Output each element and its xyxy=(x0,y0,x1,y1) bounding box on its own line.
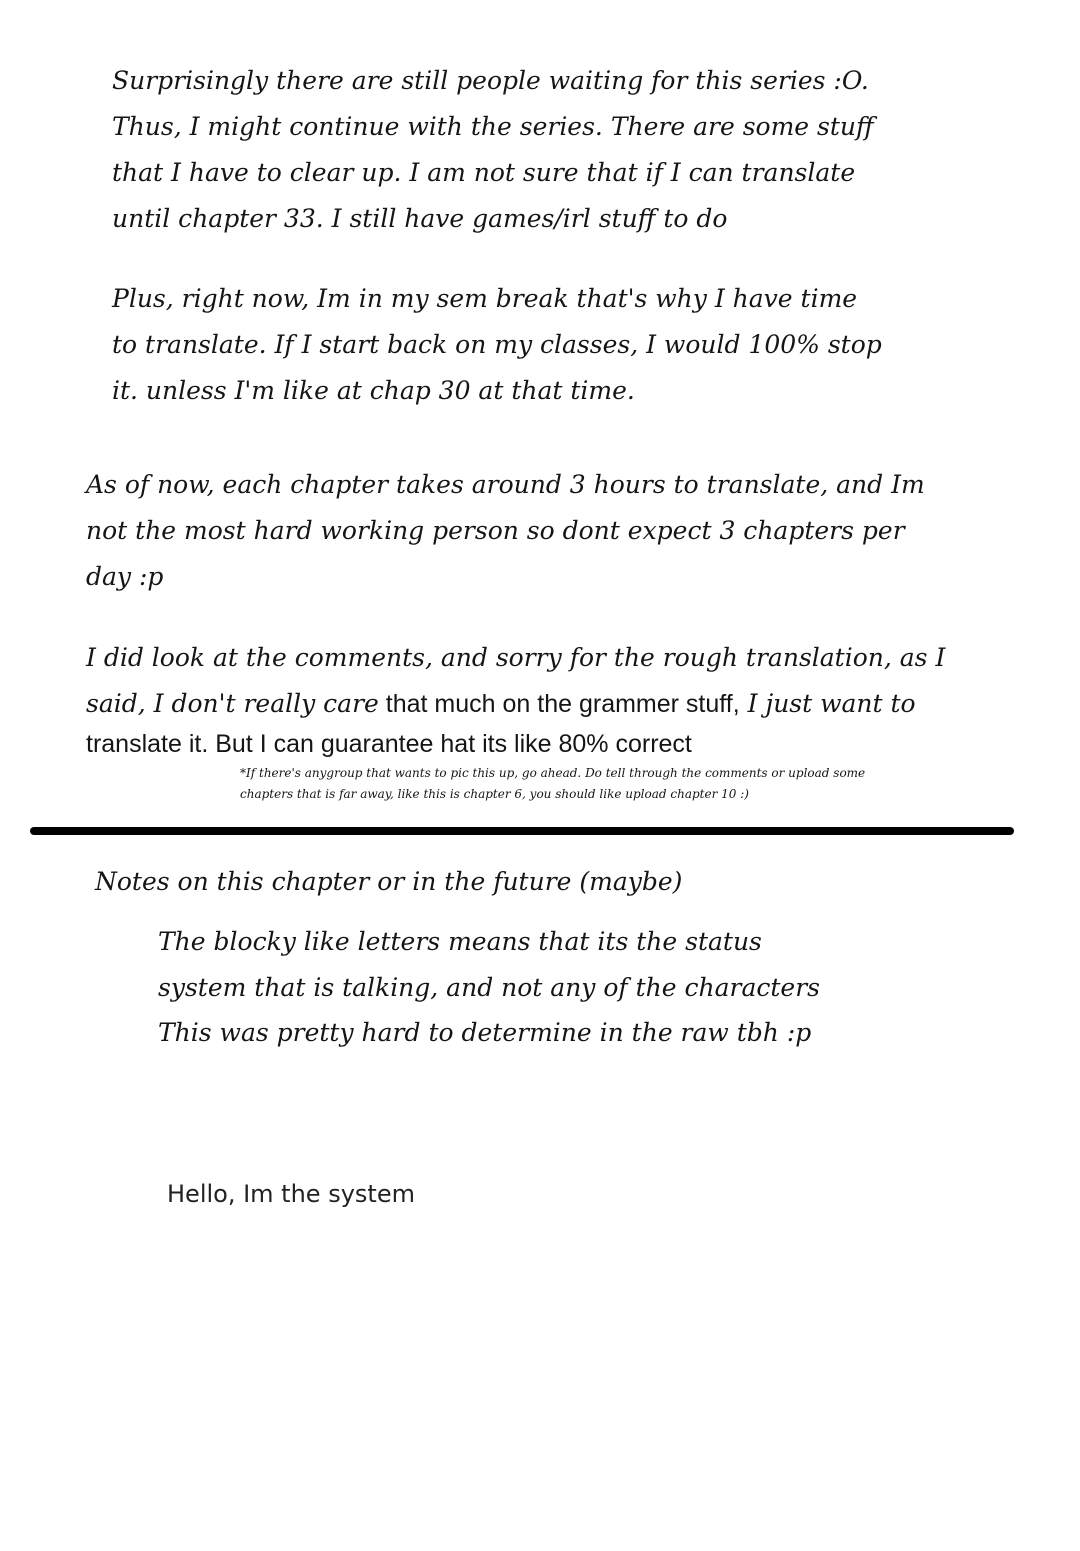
footnote-line: chapters that is far away, like this is chapter 6, you should like upload chapter 10 :) xyxy=(240,787,749,801)
intro-line: Thus, I might continue with the series. There are some stuff xyxy=(112,112,874,141)
notes-line: This was pretty hard to determine in the raw tbh :p xyxy=(158,1018,812,1047)
footnote-line: *If there's anygroup that wants to pic this up, go ahead. Do tell through the comments or upload some xyxy=(240,766,866,780)
intro-line: to translate. If I start back on my classes, I would 100% stop xyxy=(112,330,882,359)
comments-hand-text: I just want to xyxy=(739,689,916,718)
comments-line: translate it. But I can guarantee hat its like 80% correct xyxy=(86,730,692,758)
section-divider xyxy=(30,827,1014,835)
comments-plain-text: that much on the grammer stuff, xyxy=(378,690,740,718)
intro-line: Plus, right now, Im in my sem break that's why I have time xyxy=(112,284,858,313)
comments-hand-text: said, I don't really care xyxy=(86,689,379,718)
intro-line: until chapter 33. I still have games/irl stuff to do xyxy=(112,204,728,233)
intro-line: Surprisingly there are still people waiting for this series :O. xyxy=(112,66,869,95)
intro-line: that I have to clear up. I am not sure that if I can translate xyxy=(112,158,856,187)
notes-line: The blocky like letters means that its the status xyxy=(158,927,762,956)
notes-heading: Notes on this chapter or in the future (maybe) xyxy=(95,867,683,896)
comments-line xyxy=(86,689,916,719)
schedule-line: day :p xyxy=(86,562,164,591)
schedule-line: As of now, each chapter takes around 3 hours to translate, and Im xyxy=(86,470,925,499)
comments-line: I did look at the comments, and sorry for the rough translation, as I xyxy=(86,643,946,672)
intro-line: it. unless I'm like at chap 30 at that time. xyxy=(112,376,635,405)
schedule-line: not the most hard working person so dont expect 3 chapters per xyxy=(86,516,905,545)
notes-line: system that is talking, and not any of the characters xyxy=(158,973,820,1002)
system-sample-text: Hello, Im the system xyxy=(167,1180,415,1208)
